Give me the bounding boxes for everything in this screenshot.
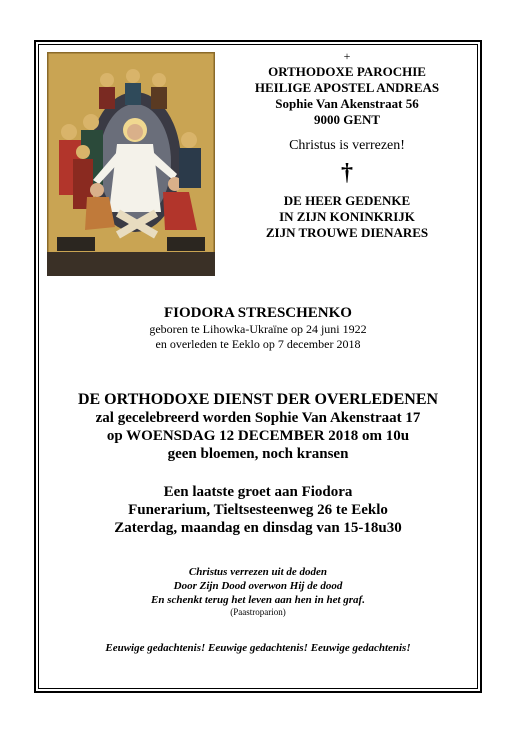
farewell-info [40,483,476,537]
service-date: op WOENSDAG 12 DECEMBER 2018 om 10u [106,428,410,444]
hymn-line: En schenkt terug het leven aan hen in het graf. [151,594,365,606]
eternal-memory-line: Eeuwige gedachtenis! Eeuwige gedachtenis! Eeuwige gedachtenis! [105,642,411,654]
service-flowers-note: geen bloemen, noch kransen [167,446,349,462]
resurrection-icon-image [47,52,215,276]
parish-saint-line: HEILIGE APOSTEL ANDREAS [254,80,440,95]
deceased-info [40,304,476,352]
remembrance-line: DE HEER GEDENKE [283,193,411,208]
parish-header [232,50,462,241]
service-location: zal gecelebreerd worden Sophie Van Akenstraat 17 [95,410,421,426]
death-line: en overleden te Eeklo op 7 december 2018 [155,337,361,351]
small-cross-icon: + [343,49,351,63]
parish-city-line: 9000 GENT [313,112,381,127]
service-title: DE ORTHODOXE DIENST DER OVERLEDENEN [77,391,439,408]
deceased-name: FIODORA STRESCHENKO [164,305,352,321]
remembrance-block [232,193,462,241]
hymn-source: (Paastroparion) [230,607,286,617]
parish-name-line: ORTHODOXE PAROCHIE [268,64,426,79]
farewell-location: Funerarium, Tieltsesteenweg 26 te Eeklo [128,502,388,518]
parish-street-line: Sophie Van Akenstraat 56 [275,96,419,111]
hymn-line: Christus verrezen uit de doden [188,566,328,578]
hymn-line: Door Zijn Dood overwon Hij de dood [173,580,343,592]
birth-line: geboren te Lihowka-Ukraïne op 24 juni 1922 [149,322,367,336]
funeral-service-info [40,391,476,463]
dagger-cross-icon: † [341,160,353,186]
paschal-troparion [40,565,476,618]
paschal-greeting: Christus is verrezen! [289,138,405,153]
farewell-title: Een laatste groet aan Fiodora [163,484,353,500]
farewell-hours: Zaterdag, maandag en dinsdag van 15-18u30 [114,520,402,536]
remembrance-line: IN ZIJN KONINKRIJK [279,209,415,224]
remembrance-line: ZIJN TROUWE DIENARES [265,225,429,240]
